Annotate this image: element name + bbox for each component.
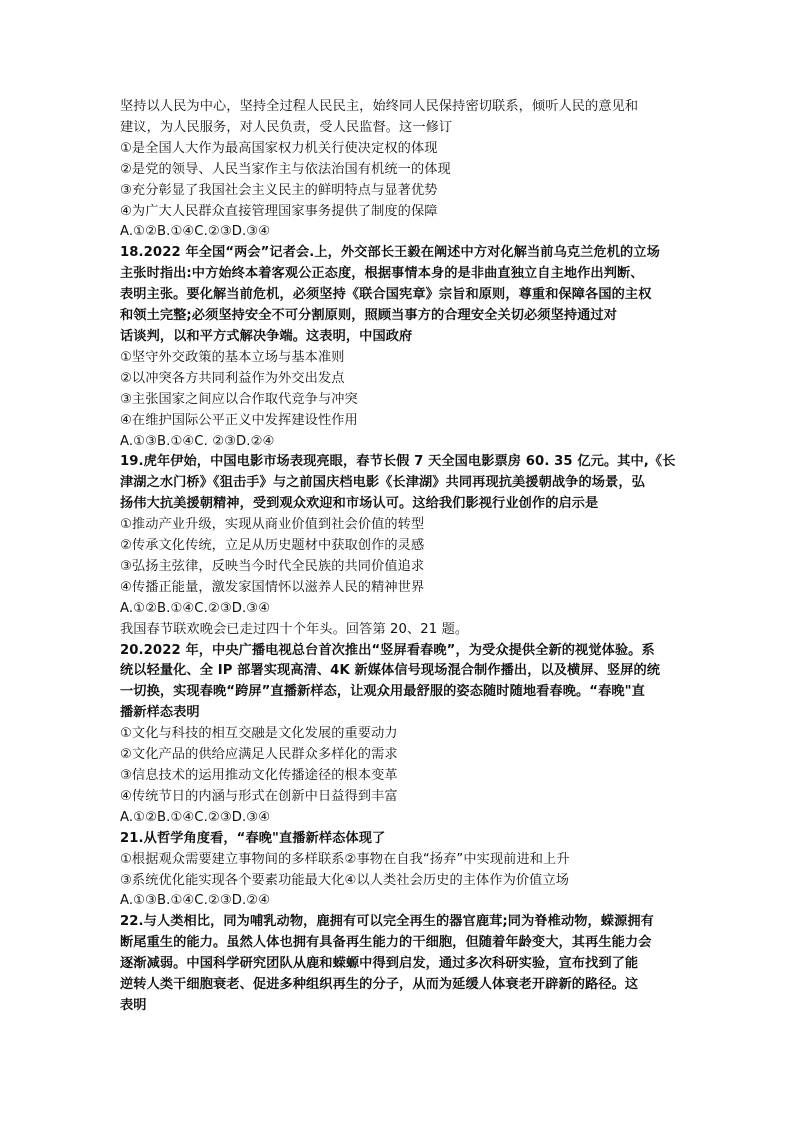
text-line: ①坚守外交政策的基本立场与基本准则 (120, 349, 345, 365)
text-line: ①是全国人大作为最高国家权力机关行使决定权的体现 (120, 140, 438, 156)
text-line: 津湖之水门桥》《狙击手》与之前国庆档电影《长津湖》共同再现抗美援朝战争的场景，弘 (120, 475, 645, 491)
text-line: ③信息技术的运用推动文化传播途径的根本变革 (120, 768, 398, 783)
text-line: 表明 (120, 997, 147, 1013)
text-line: 坚持以人民为中心，坚持全过程人民民主，始终同人民保持密切联系，倾听人民的意见和 (120, 99, 639, 114)
text-line: ③充分彰显了我国社会主义民主的鲜明特点与显著优势 (120, 182, 438, 198)
text-line: 主张时指出:中方始终本着客观公正态度，根据事情本身的是非曲直独立自主地作出判断、 (120, 266, 644, 282)
text-line: ①推动产业升级，实现从商业价值到社会价值的转型 (120, 517, 425, 533)
text-line: 话谈判，以和平方式解决争端。这表明，中国政府 (120, 328, 413, 344)
text-line: ④在维护国际公平正义中发挥建设性作用 (120, 412, 358, 428)
text-line: 统以轻量化、全 IP 部署实现高清、4K 新媒体信号现场混合制作播出，以及横屏、竖屏的统 (120, 663, 661, 679)
text-line: ①文化与科技的相互交融是文化发展的重要动力 (120, 726, 398, 742)
text-line: ④传播正能量，激发家国情怀以滋养人民的精神世界 (120, 579, 425, 595)
text-line: 22.与人类相比，同为哺乳动物，鹿拥有可以完全再生的器官鹿茸;同为脊椎动物，蝾源拥有 (120, 914, 654, 930)
text-line: 和领土完整;必须坚持安全不可分割原则，照顾当事方的合理安全关切必须坚持通过对 (120, 308, 618, 324)
text-line: 扬伟大抗美援朝精神，受到观众欢迎和市场认可。这给我们影视行业创作的启示是 (120, 496, 599, 512)
text-line: A.①②B.①④C.②③D.③④ (120, 809, 271, 825)
document-body (120, 97, 680, 1017)
text-line: 18.2022 年全国“两会”记者会.上，外交部长王毅在阐述中方对化解当前乌克兰危机的立场 (120, 245, 660, 261)
text-line: ④为广大人民群众直接管理国家事务提供了制度的保障 (120, 203, 438, 219)
text-line: 断尾重生的能力。虽然人体也拥有具备再生能力的干细胞，但随着年龄变大，其再生能力会 (120, 935, 652, 951)
text-line: 我国春节联欢晚会已走过四十个年头。回答第 20、21 题。 (120, 621, 469, 637)
text-line: A.①②B.①④C.②③D.③④ (120, 600, 271, 616)
text-line: A.①②B.①④C.②③D.③④ (120, 224, 271, 240)
text-line: ③弘扬主弦律，反映当今时代全民族的共同价值追求 (120, 558, 425, 574)
text-line: ③主张国家之间应以合作取代竞争与冲突 (120, 391, 358, 407)
text-line: ④传统节日的内涵与形式在创新中日益得到丰富 (120, 788, 398, 804)
text-line: ②以冲突各方共同利益作为外交出发点 (120, 370, 345, 386)
text-line: 逐渐减弱。中国科学研究团队从鹿和蝾螈中得到启发，通过多次科研实验，宣布找到了能 (120, 956, 639, 972)
text-line: A.①③B.①④C. ②③D.②④ (120, 433, 275, 449)
text-line: ③系统优化能实现各个要素功能最大化④以人类社会历史的主体作为价值立场 (120, 872, 570, 888)
text-line: 21.从哲学角度看，“春晚"直播新样态体现了 (120, 830, 386, 846)
text-line: ②传承文化传统，立足从历史题材中获取创作的灵感 (120, 538, 425, 554)
text-line: 建议，为人民服务，对人民负责，受人民监督。这一修订 (120, 119, 453, 135)
text-line: 表明主张。要化解当前危机，必须坚持《联合国宪章》宗旨和原则，尊重和保障各国的主权 (120, 287, 652, 303)
text-line: A.①③B.①④C.②③D.②④ (120, 893, 271, 909)
text-line: 19.虎年伊始，中国电影市场表现亮眼，春节长假 7 天全国电影票房 60. 35 亿元。其中,《长 (120, 454, 676, 470)
text-line: ②文化产品的供给应满足人民群众多样化的需求 (120, 747, 398, 763)
text-line: ②是党的领导、人民当家作主与依法治国有机统一的体现 (120, 161, 451, 177)
text-line: 20.2022 年，中央广播电视总台首次推出“竖屏看春晚”，为受众提供全新的视觉体验。系 (120, 642, 655, 658)
text-line: ①根据观众需要建立事物间的多样联系②事物在自我“扬弃”中实现前进和上升 (120, 851, 570, 867)
text-line: 一切换，实现春晚“跨屏”直播新样态，让观众用最舒服的姿态随时随地看春晚。“春晚"直 (120, 684, 645, 700)
text-line: 播新样态表明 (120, 705, 200, 721)
text-line: 逆转人类干细胞衰老、促进多种组织再生的分子，从而为延缓人体衰老开辟新的路径。这 (120, 977, 639, 993)
